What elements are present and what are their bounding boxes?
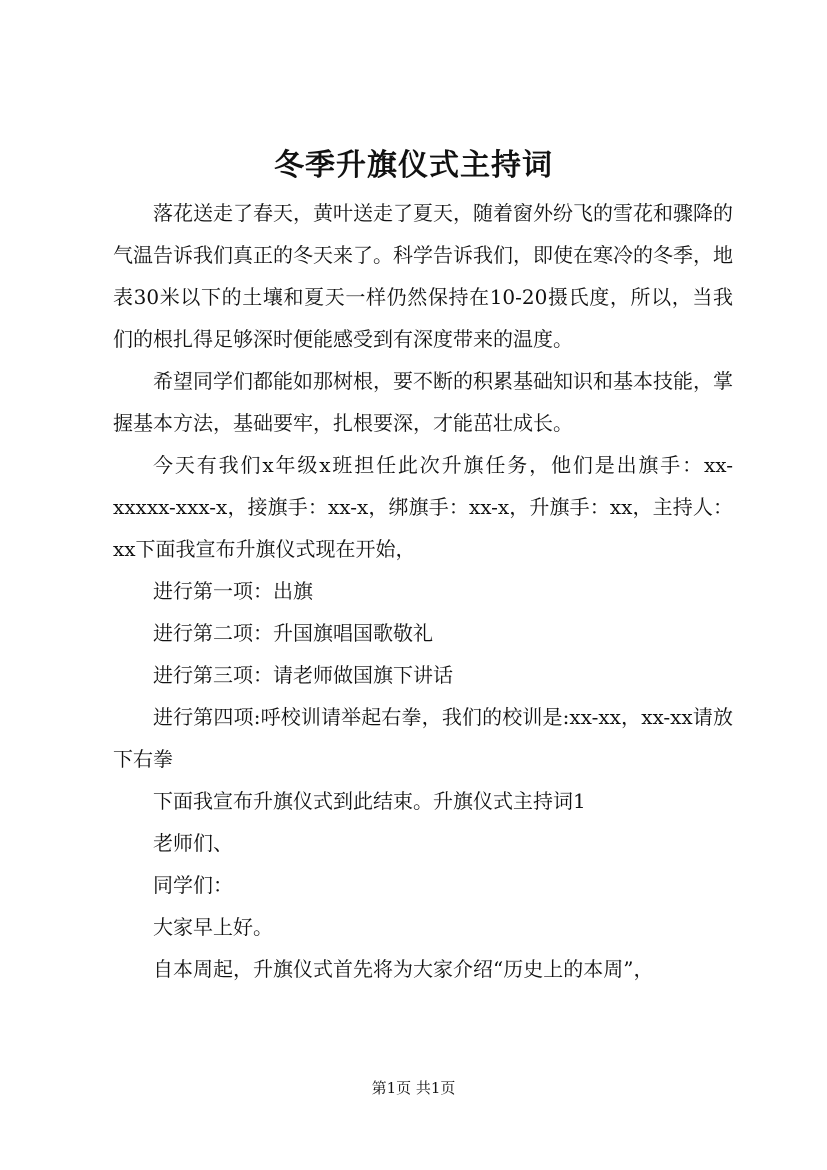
paragraph-step-1: 进行第一项：出旗 <box>153 579 313 603</box>
paragraph-2: 希望同学们都能如那树根，要不断的积累基础知识和基本技能，掌握基本方法，基础要牢，扎根要深，才能茁壮成长。 <box>113 369 733 435</box>
paragraph-closing: 下面我宣布升旗仪式到此结束。升旗仪式主持词1 <box>153 789 586 813</box>
paragraph-good-morning: 大家早上好。 <box>153 915 273 939</box>
paragraph-1: 落花送走了春天，黄叶送走了夏天，随着窗外纷飞的雪花和骤降的气温告诉我们真正的冬天来了。科学告诉我们，即使在寒冷的冬季，地表30米以下的土壤和夏天一样仍然保持在10-20摄氏度，所以，当我们的根扎得足够深时便能感受到有深度带来的温度。 <box>113 201 733 351</box>
paragraph-step-2: 进行第二项：升国旗唱国歌敬礼 <box>153 621 433 645</box>
document-body <box>113 192 733 990</box>
paragraph-step-4: 进行第四项:呼校训请举起右拳，我们的校训是:xx-xx，xx-xx请放下右拳 <box>113 705 733 771</box>
paragraph-greeting-teachers: 老师们、 <box>153 831 233 855</box>
paragraph-step-3: 进行第三项：请老师做国旗下讲话 <box>153 663 453 687</box>
page-footer: 第1页 共1页 <box>371 1079 456 1097</box>
document-title: 冬季升旗仪式主持词 <box>274 148 553 183</box>
paragraph-history-intro: 自本周起，升旗仪式首先将为大家介绍“历史上的本周”， <box>153 957 654 981</box>
paragraph-greeting-students: 同学们： <box>153 873 233 897</box>
paragraph-3: 今天有我们x年级x班担任此次升旗任务，他们是出旗手：xx-xxxxx-xxx-x，接旗手：xx-x，绑旗手：xx-x，升旗手：xx，主持人：xx下面我宣布升旗仪式现在开始， <box>113 453 733 561</box>
